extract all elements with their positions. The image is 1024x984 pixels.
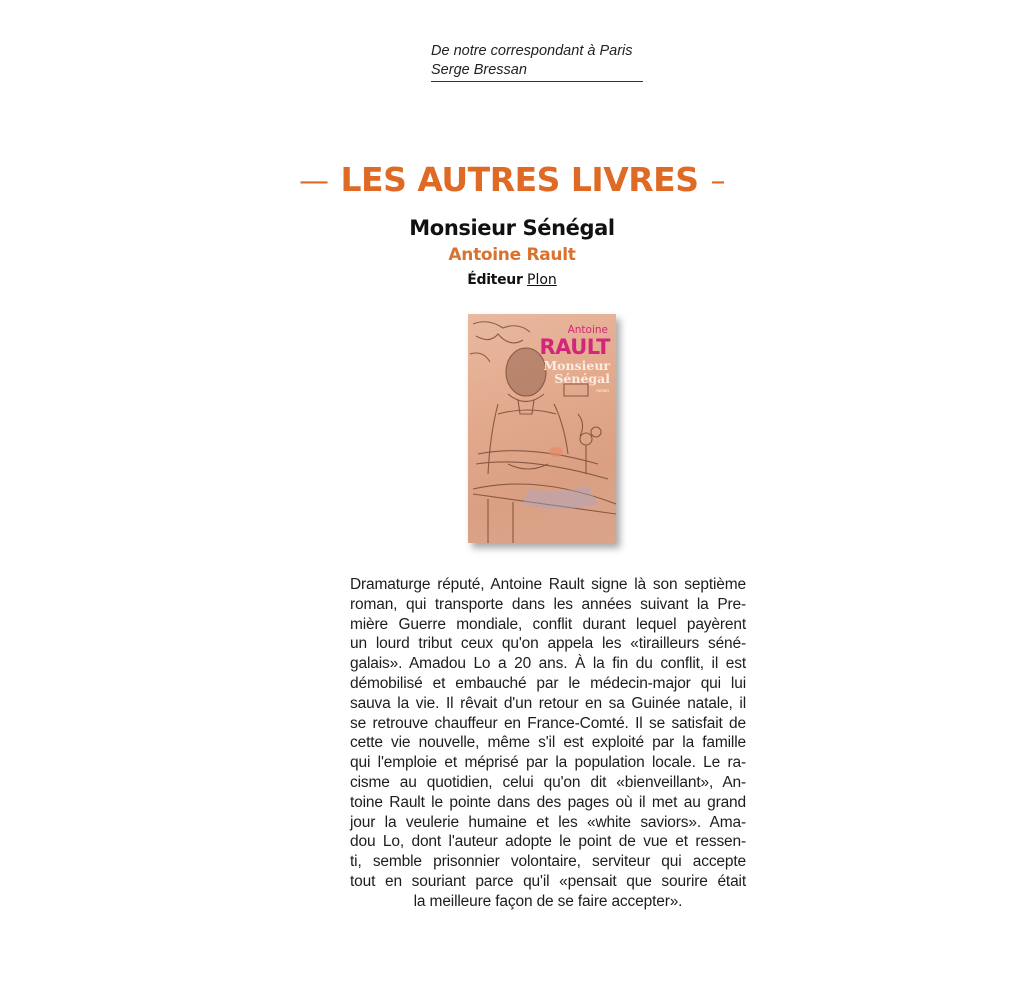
- review-line: cisme au quotidien, celui qu'on dit «bienveillant», An-: [350, 773, 746, 791]
- cover-title-line2: Sénégal: [554, 371, 610, 386]
- section-heading: [0, 155, 1024, 207]
- section-title: LES AUTRES LIVRES: [340, 160, 699, 199]
- byline-author: Serge Bressan: [431, 62, 527, 78]
- cover-author-last: RAULT: [539, 335, 610, 359]
- review-line: tout en souriant parce qu'il «pensait que sourire était: [350, 872, 746, 890]
- review-line: toine Rault le pointe dans des pages où il met au grand: [350, 793, 746, 811]
- review-line: se retrouve chauffeur en France-Comté. Il se satisfait de: [350, 714, 746, 732]
- book-title: Monsieur Sénégal: [409, 216, 615, 240]
- review-line: jour la veulerie humaine et les «white saviors». Ama-: [350, 813, 746, 831]
- review-line: la meilleure façon de se faire accepter».: [413, 892, 683, 910]
- review-line: galais». Amadou Lo a 20 ans. À la fin du conflit, il est: [350, 655, 746, 673]
- publisher-label: Éditeur: [467, 272, 523, 288]
- cover-author-first: Antoine: [567, 324, 608, 336]
- review-text: [350, 575, 746, 912]
- review-line: un lourd tribut ceux qu'on appela les «tirailleurs séné-: [350, 635, 746, 653]
- review-line: démobilisé et embauché par le médecin-major qui lui: [350, 674, 746, 692]
- book-author: Antoine Rault: [448, 245, 576, 265]
- dash-left: —: [299, 164, 329, 199]
- review-line: cette vie nouvelle, même s'il est exploité par la famille: [350, 734, 746, 752]
- byline: [431, 42, 643, 82]
- review-line: Dramaturge réputé, Antoine Rault signe là son septième: [350, 576, 746, 593]
- review-line: sauva la vie. Il rêvait d'un retour en sa Guinée natale, il: [350, 694, 746, 712]
- review-line: roman, qui transporte dans les années suivant la Pre-: [350, 595, 746, 613]
- publisher-name: Plon: [527, 272, 557, 288]
- cover-title-line1: Monsieur: [543, 358, 610, 373]
- dash-right: –: [710, 164, 725, 199]
- review-line: dou Lo, dont l'auteur adopte le point de vue et ressen-: [350, 833, 746, 851]
- review-line: ti, semble prisonnier volontaire, serviteur qui accepte: [350, 853, 746, 871]
- review-line: mière Guerre mondiale, conflit durant lequel payèrent: [350, 615, 746, 633]
- cover-genre: roman: [596, 388, 609, 393]
- cover-title: [543, 359, 610, 385]
- book-cover-image: [468, 314, 616, 543]
- byline-correspondent: De notre correspondant à Paris: [431, 43, 633, 59]
- book-publisher: [0, 272, 1024, 288]
- review-line: qui l'emploie et méprisé par la population locale. Le ra-: [350, 754, 746, 772]
